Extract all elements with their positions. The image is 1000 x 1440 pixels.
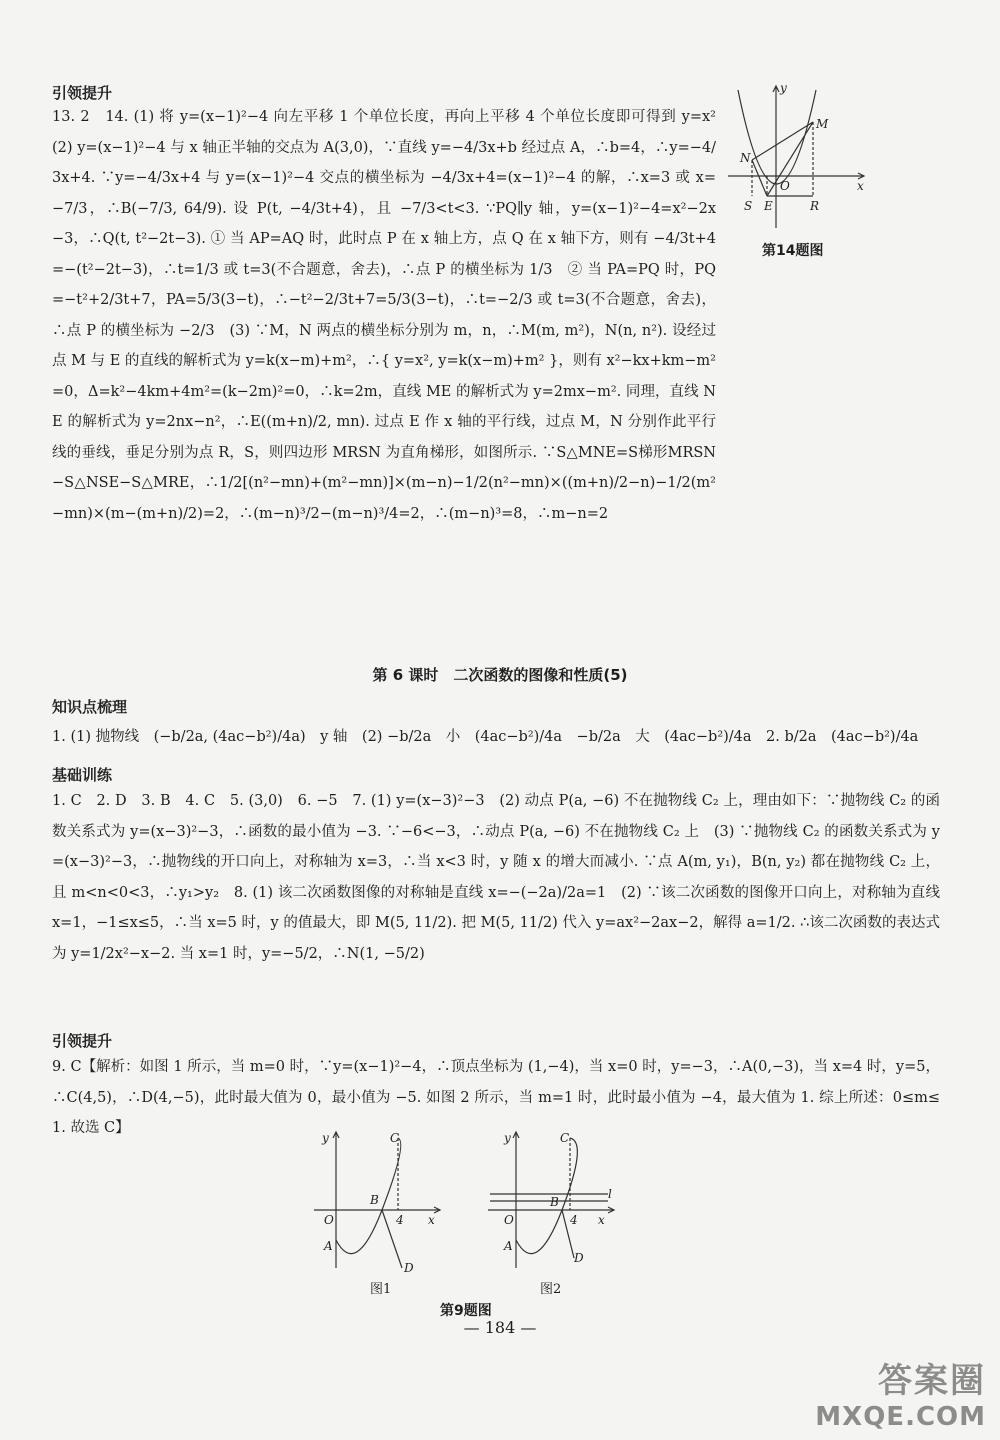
fig14-label-x: x — [857, 179, 864, 193]
fig14-label-y: y — [780, 81, 787, 95]
answer-paragraph: 9. C【解析：如图 1 所示，当 m=0 时，∵y=(x−1)²−4，∴顶点坐标为 (1,−4)，当 x=0 时，y=−3，∴A(0,−3)，当 x=4 时，y=5，∴C(4,5)，∴D(4,−5)，此时最大值为 0，最小值为 −5. 如图 2 所示，当 m=1 时，此时最小值为 −4，最大值为 1. 综上所述：0≤m≤1. 故选 C】 — [52, 1059, 940, 1136]
figure-14 — [724, 78, 874, 238]
fig14-label-N: N — [740, 151, 751, 165]
fig14-label-M: M — [816, 117, 829, 131]
fig9a-label-x: x — [428, 1213, 435, 1227]
watermark-logo — [815, 1353, 986, 1432]
figure-9-graph-1 — [310, 1128, 450, 1278]
figure-9-caption: 第9题图 — [440, 1303, 492, 1319]
answer-paragraph: 13. 2 14. (1) 将 y=(x−1)²−4 向左平移 1 个单位长度，再向上平移 4 个单位长度即可得到 y=x² (2) y=(x−1)²−4 与 x 轴正半轴的交点为 A(3,0)，∵直线 y=−4/3x+b 经过点 A，∴b=4，∴y=−4/3x+4. ∵y=−4/3x+4 与 y=(x−1)²−4 交点的横坐标为 −4/3x+4=(x−1)²−4 的解，∴x=3 或 x=−7/3，∴B(−7/3, 64/9). 设 P(t, −4/3t+4)，且 −7/3<t<3. ∵PQ∥y 轴，y=(x−1)²−4=x²−2x−3，∴Q(t, t²−2t−3). ① 当 AP=AQ 时，此时点 P 在 x 轴上方，点 Q 在 x 轴下方，则有 −4/3t+4=−(t²−2t−3)，∴t=1/3 或 t=3(不合题意，舍去)，∴点 P 的横坐标为 1/3 ② 当 PA=PQ 时，PQ=−t²+2/3t+7，PA=5/3(3−t)，∴−t²−2/3t+7=5/3(3−t)，∴t=−2/3 或 t=3(不合题意，舍去)，∴点 P 的横坐标为 −2/3 (3) ∵M，N 两点的横坐标分别为 m，n，∴M(m, m²)，N(n, n²). 设经过点 M 与 E 的直线的解析式为 y=k(x−m)+m²，∴{ y=x², y=k(x−m)+m² }，则有 x²−kx+km−m²=0，Δ=k²−4km+4m²=(k−2m)²=0，∴k=2m，直线 ME 的解析式为 y=2mx−m². 同理，直线 NE 的解析式为 y=2nx−n²，∴E((m+n)/2, mn). 过点 E 作 x 轴的平行线，过点 M，N 分别作此平行线的垂线，垂足分别为点 R，S，则四边形 MRSN 为直角梯形，如图所示. ∵S△MNE=S梯形MRSN−S△NSE−S△MRE，∴1/2[(n²−mn)+(m²−mn)]×(m−n)−1/2(n²−mn)×((m+n)/2−n)−1/2(m²−mn)×(m−(m+n)/2)=2，∴(m−n)³/2−(m−n)³/4=2，∴(m−n)³=8，∴m−n=2 — [52, 109, 731, 522]
fig9a-label-O: O — [324, 1213, 334, 1227]
fig9b-label-D: D — [574, 1251, 584, 1265]
fig9b-label-C: C — [560, 1131, 570, 1145]
fig9a-label-C: C — [390, 1131, 400, 1145]
fig9b-label-4: 4 — [570, 1213, 578, 1227]
fig14-label-R: R — [810, 199, 820, 213]
section-heading-yinling-2: 引领提升 — [52, 1032, 113, 1050]
fig9b-label-O: O — [504, 1213, 514, 1227]
fig9b-label-x: x — [598, 1213, 605, 1227]
watermark-url: MXQE.COM — [815, 1402, 986, 1432]
answer-block-1-8 — [52, 786, 940, 969]
fig9a-label-4: 4 — [396, 1213, 404, 1227]
knowledge-answers — [52, 722, 940, 753]
fig9a-label-D: D — [404, 1261, 414, 1275]
section-heading-basic: 基础训练 — [52, 766, 113, 784]
lesson-title: 第 6 课时 二次函数的图像和性质(5) — [372, 666, 628, 684]
answer-paragraph: 1. C 2. D 3. B 4. C 5. (3,0) 6. −5 7. (1) y=(x−3)²−3 (2) 动点 P(a, −6) 不在抛物线 C₂ 上，理由如下：∵抛物线 C₂ 的函数关系式为 y=(x−3)²−3，∴函数的最小值为 −3. ∵−6<−3，∴动点 P(a, −6) 不在抛物线 C₂ 上 (3) ∵抛物线 C₂ 的函数关系式为 y=(x−3)²−3，∴抛物线的开口向上，对称轴为 x=3，∴当 x<3 时，y 随 x 的增大而减小. ∵点 A(m, y₁)，B(n, y₂) 都在抛物线 C₂ 上，且 m<n<0<3，∴y₁>y₂ 8. (1) 该二次函数图像的对称轴是直线 x=−(−2a)/2a=1 (2) ∵该二次函数的图像开口向上，对称轴为直线 x=1，−1≤x≤5，∴当 x=5 时，y 的值最大，即 M(5, 11/2). 把 M(5, 11/2) 代入 y=ax²−2ax−2，解得 a=1/2. ∴该二次函数的表达式为 y=1/2x²−x−2. 当 x=1 时，y=−5/2，∴N(1, −5/2) — [52, 793, 941, 962]
watermark-text: 答案圈 — [878, 1361, 986, 1401]
fig9b-label-l: l — [608, 1187, 612, 1201]
fig9a-label-B: B — [370, 1193, 379, 1207]
page-number: — 184 — — [463, 1318, 537, 1337]
figure-9-graph-2 — [484, 1128, 624, 1278]
figure-9-1-caption: 图1 — [370, 1282, 392, 1297]
fig9a-label-y: y — [322, 1131, 329, 1145]
fig9b-label-B: B — [550, 1195, 559, 1209]
fig14-label-O: O — [780, 179, 790, 193]
figure-9-2-caption: 图2 — [540, 1282, 562, 1297]
section-heading-knowledge: 知识点梳理 — [52, 698, 128, 716]
answer-block-13-14 — [52, 102, 731, 529]
fig9b-label-y: y — [504, 1131, 511, 1145]
fig14-label-E: E — [764, 199, 773, 213]
fig14-label-S: S — [744, 199, 753, 213]
knowledge-line: 1. (1) 抛物线 (−b/2a, (4ac−b²)/4a) y 轴 (2) −b/2a 小 (4ac−b²)/4a −b/2a 大 (4ac−b²)/4a 2. b/2a (4ac−b²)/4a — [52, 729, 919, 745]
fig9b-label-A: A — [504, 1239, 513, 1253]
figure-14-caption: 第14题图 — [762, 243, 824, 259]
fig9a-label-A: A — [324, 1239, 333, 1253]
section-heading-yinling-1: 引领提升 — [52, 84, 113, 102]
